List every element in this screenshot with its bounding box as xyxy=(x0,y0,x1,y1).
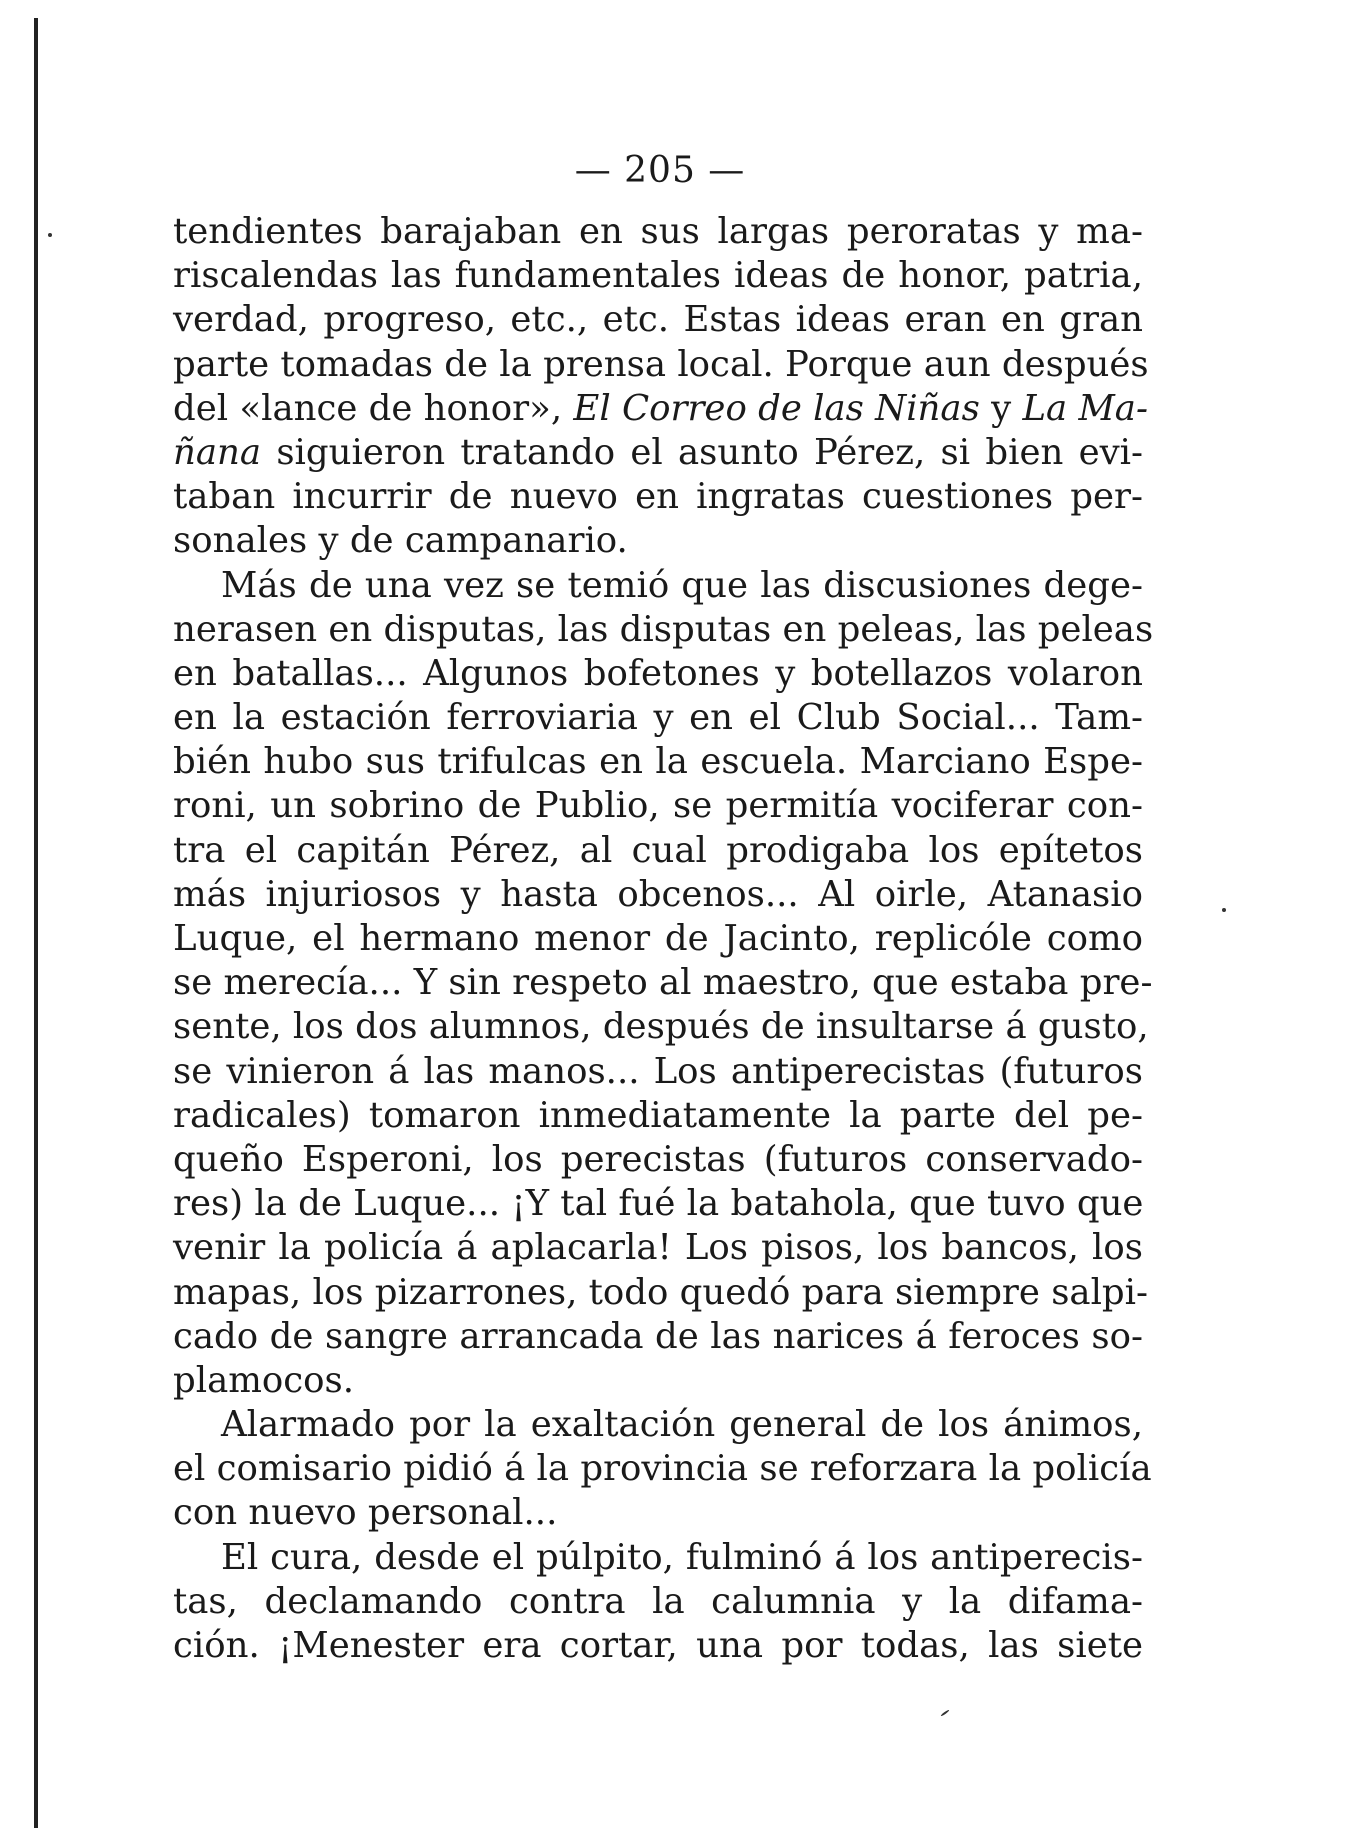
text-line: roni, un sobrino de Publio, se permitía vociferar con- xyxy=(173,785,1143,827)
text-line: Alarmado por la exaltación general de los ánimos, xyxy=(221,1404,1143,1446)
text-line: más injuriosos y hasta obcenos... Al oirle, Atanasio xyxy=(173,873,1143,915)
text-line: Más de una vez se temió que las discusiones dege- xyxy=(221,564,1143,606)
text-line: taban incurrir de nuevo en ingratas cuestiones per- xyxy=(173,476,1143,518)
text-line: riscalendas las fundamentales ideas de honor, patria, xyxy=(173,255,1143,297)
text-line: se merecía... Y sin respeto al maestro, que estaba pre- xyxy=(173,962,1153,1004)
text-line: nerasen en disputas, las disputas en peleas, las peleas xyxy=(173,608,1154,650)
newspaper-title: La Ma- xyxy=(1022,387,1148,429)
text-line: tendientes barajaban en sus largas peroratas y ma- xyxy=(173,211,1143,252)
text-line: el comisario pidió á la provincia se reforzara la policía xyxy=(173,1448,1152,1490)
text-line: bién hubo sus trifulcas en la escuela. Marciano Espe- xyxy=(173,741,1143,783)
scan-speck xyxy=(1222,908,1226,912)
text-line xyxy=(173,431,1143,475)
text-line: en la estación ferroviaria y en el Club Social... Tam- xyxy=(173,697,1143,739)
newspaper-title: El Correo de las Niñas xyxy=(573,387,980,429)
newspaper-title: ñana xyxy=(173,431,262,473)
text-line: radicales) tomaron inmediatamente la parte del pe- xyxy=(173,1094,1143,1136)
text-line: sonales y de campanario. xyxy=(173,520,628,562)
text-line: parte tomadas de la prensa local. Porque aun después xyxy=(173,343,1149,385)
text-line: verdad, progreso, etc., etc. Estas ideas eran en gran xyxy=(173,299,1143,341)
scan-speck xyxy=(940,1709,949,1716)
text-line: en batallas... Algunos bofetones y botellazos volaron xyxy=(173,652,1143,694)
text-line: con nuevo personal... xyxy=(173,1492,558,1534)
text-line: El cura, desde el púlpito, fulminó á los antiperecis- xyxy=(221,1536,1143,1578)
text-line: venir la policía á aplacarla! Los pisos, los bancos, los xyxy=(173,1227,1143,1269)
text-line: sente, los dos alumnos, después de insultarse á gusto, xyxy=(173,1006,1149,1048)
text-line: Luque, el hermano menor de Jacinto, replicóle como xyxy=(173,918,1143,959)
page-binding-edge xyxy=(34,18,38,1828)
text-line: ción. ¡Menester era cortar, una por todas, las siete xyxy=(173,1625,1143,1666)
text-line: plamocos. xyxy=(173,1359,355,1401)
text-line: tra el capitán Pérez, al cual prodigaba los epítetos xyxy=(173,829,1143,871)
text-segment: del «lance de honor», xyxy=(173,387,574,429)
text-line: res) la de Luque... ¡Y tal fué la batahola, que tuvo que xyxy=(173,1183,1144,1225)
scan-speck xyxy=(48,233,52,237)
text-segment: y xyxy=(979,387,1023,429)
text-segment: siguieron tratando el asunto Pérez, si bien evi- xyxy=(261,431,1143,473)
text-line: queño Esperoni, los perecistas (futuros conservado- xyxy=(173,1138,1143,1180)
text-line: cado de sangre arrancada de las narices á feroces so- xyxy=(173,1315,1143,1357)
text-line: mapas, los pizarrones, todo quedó para siempre salpi- xyxy=(173,1271,1149,1313)
body-text xyxy=(173,210,1154,1668)
page-number: — 205 — xyxy=(574,150,746,191)
text-line: se vinieron á las manos... Los antiperecistas (futuros xyxy=(173,1050,1143,1092)
text-line: tas, declamando contra la calumnia y la difama- xyxy=(173,1580,1143,1622)
text-line xyxy=(173,387,1148,431)
